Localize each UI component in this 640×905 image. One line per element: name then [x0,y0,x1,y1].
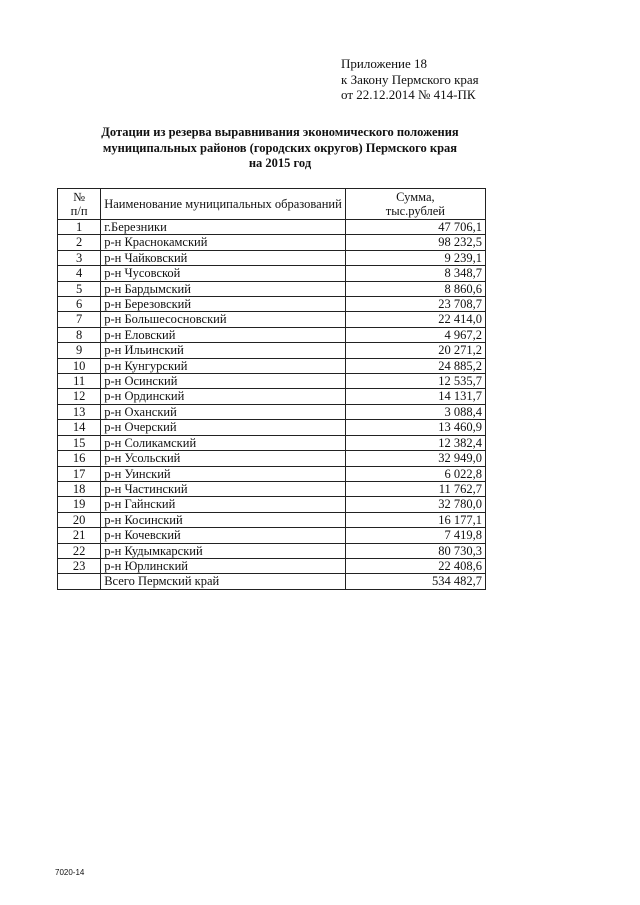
title-line-3: на 2015 год [248,156,312,170]
document-title [60,125,500,172]
row-number: 4 [58,266,101,281]
row-number: 2 [58,235,101,250]
header-number [58,189,101,220]
row-amount: 32 780,0 [345,497,485,512]
row-municipality: р-н Усольский [101,451,346,466]
row-municipality: р-н Уинский [101,466,346,481]
table-header-row [58,189,486,220]
row-number: 3 [58,250,101,265]
table-row [58,466,486,481]
row-amount: 22 414,0 [345,312,485,327]
appendix-header [341,56,479,103]
row-number: 20 [58,512,101,527]
table-row [58,374,486,389]
appendix-number: Приложение 18 [341,56,428,71]
row-municipality: р-н Соликамский [101,435,346,450]
row-number: 9 [58,343,101,358]
row-municipality: р-н Кочевский [101,528,346,543]
table-row [58,435,486,450]
table-row [58,481,486,496]
table-row [58,420,486,435]
row-number: 19 [58,497,101,512]
row-amount: 11 762,7 [345,481,485,496]
row-municipality: р-н Еловский [101,327,346,342]
row-amount: 9 239,1 [345,250,485,265]
row-municipality: р-н Частинский [101,481,346,496]
table-row [58,312,486,327]
table-row [58,558,486,573]
row-municipality: р-н Кунгурский [101,358,346,373]
row-number: 21 [58,528,101,543]
row-amount: 13 460,9 [345,420,485,435]
row-amount: 32 949,0 [345,451,485,466]
row-municipality: р-н Ильинский [101,343,346,358]
row-amount: 98 232,5 [345,235,485,250]
header-number-line-2: п/п [70,204,88,218]
row-municipality: р-н Березовский [101,297,346,312]
row-number: 17 [58,466,101,481]
table-row [58,250,486,265]
row-municipality: р-н Бардымский [101,281,346,296]
appendix-law-reference: к Закону Пермского края [341,71,479,87]
row-amount: 22 408,6 [345,558,485,573]
row-amount: 16 177,1 [345,512,485,527]
row-municipality: р-н Кудымкарский [101,543,346,558]
row-number: 1 [58,220,101,235]
row-municipality: Всего Пермский край [101,574,346,589]
table-row [58,543,486,558]
header-sum [345,189,485,220]
title-line-2: муниципальных районов (городских округов) Пермского края [102,140,458,155]
row-municipality: р-н Косинский [101,512,346,527]
table-row [58,512,486,527]
row-municipality: р-н Осинский [101,374,346,389]
table-total-row [58,574,486,589]
row-municipality: р-н Большесосновский [101,312,346,327]
header-number-line-1: № [73,190,86,204]
row-amount: 23 708,7 [345,297,485,312]
row-number: 14 [58,420,101,435]
row-amount: 6 022,8 [345,466,485,481]
row-municipality: р-н Чусовской [101,266,346,281]
row-amount: 80 730,3 [345,543,485,558]
appendix-law-date: от 22.12.2014 № 414-ПК [341,87,476,102]
row-number: 6 [58,297,101,312]
row-amount: 12 535,7 [345,374,485,389]
header-sum-line-2: тыс.рублей [385,204,445,218]
table-row [58,404,486,419]
row-municipality: р-н Краснокамский [101,235,346,250]
table-row [58,528,486,543]
row-number: 5 [58,281,101,296]
table-row [58,389,486,404]
row-number: 11 [58,374,101,389]
row-municipality: р-н Гайнский [101,497,346,512]
row-municipality: р-н Юрлинский [101,558,346,573]
row-amount: 14 131,7 [345,389,485,404]
row-amount: 24 885,2 [345,358,485,373]
row-number: 22 [58,543,101,558]
row-amount: 8 348,7 [345,266,485,281]
row-number: 8 [58,327,101,342]
row-municipality: р-н Очерский [101,420,346,435]
row-amount: 8 860,6 [345,281,485,296]
header-sum-line-1: Сумма, [396,190,435,204]
table-row [58,281,486,296]
header-name: Наименование муниципальных образований [101,189,346,220]
row-amount: 20 271,2 [345,343,485,358]
table-body [58,220,486,590]
table-row [58,235,486,250]
row-amount: 47 706,1 [345,220,485,235]
row-amount: 3 088,4 [345,404,485,419]
table-row [58,220,486,235]
table-row [58,497,486,512]
row-municipality: р-н Ординский [101,389,346,404]
table-row [58,266,486,281]
row-number: 7 [58,312,101,327]
subsidies-table [57,188,486,590]
row-number: 12 [58,389,101,404]
table-row [58,358,486,373]
row-municipality: г.Березники [101,220,346,235]
row-municipality: р-н Чайковский [101,250,346,265]
row-municipality: р-н Оханский [101,404,346,419]
row-amount: 4 967,2 [345,327,485,342]
document-number: 7020-14 [55,868,85,877]
row-number [58,574,101,589]
row-number: 16 [58,451,101,466]
title-line-1: Дотации из резерва выравнивания экономического положения [101,125,459,139]
row-number: 10 [58,358,101,373]
row-amount: 12 382,4 [345,435,485,450]
row-number: 18 [58,481,101,496]
table-row [58,451,486,466]
row-amount: 7 419,8 [345,528,485,543]
table-row [58,343,486,358]
row-number: 13 [58,404,101,419]
table-row [58,327,486,342]
row-number: 23 [58,558,101,573]
row-number: 15 [58,435,101,450]
row-amount: 534 482,7 [345,574,485,589]
table-row [58,297,486,312]
